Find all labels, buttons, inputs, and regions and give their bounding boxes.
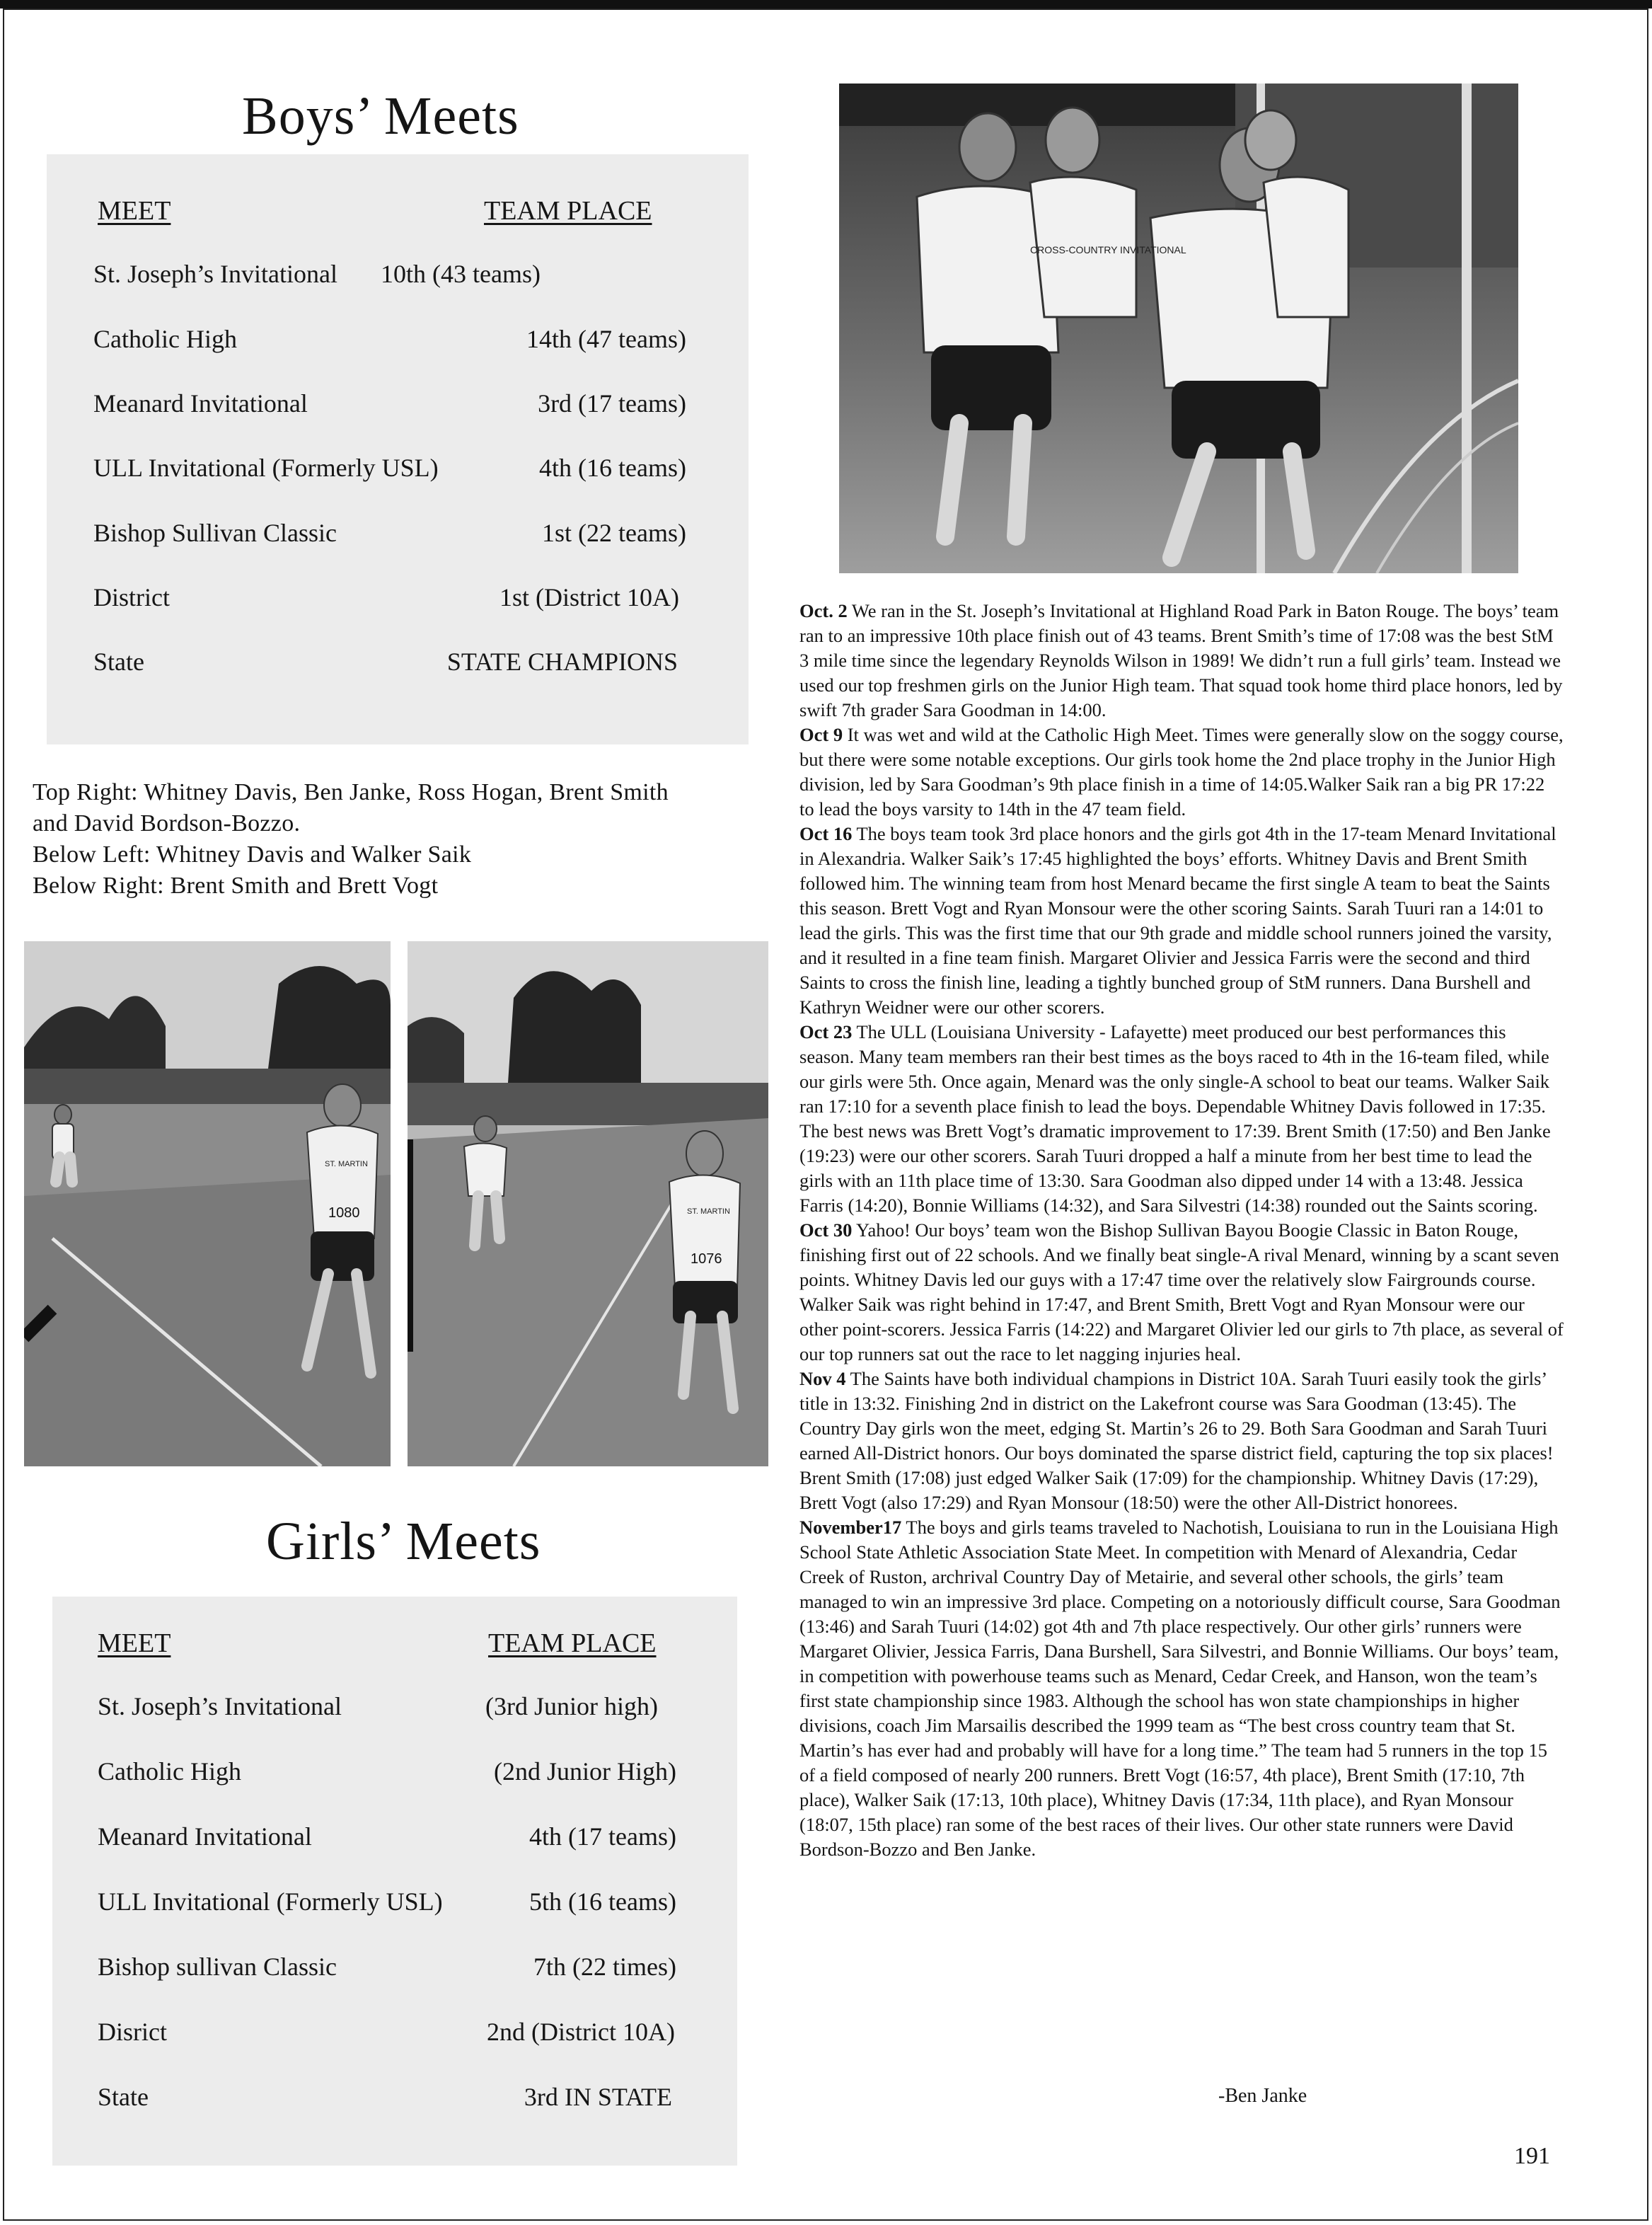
photo-smith-vogt [408, 941, 768, 1466]
season-recap-article [799, 599, 1564, 1862]
girls-meet-row [52, 1757, 737, 1792]
boys-meet-name: Bishop Sullivan Classic [93, 519, 337, 547]
caption-below-left: Below Left: Whitney Davis and Walker Saik [33, 841, 472, 868]
boys-meet-row [47, 324, 749, 360]
boys-meet-place: 1st (22 teams) [542, 519, 686, 547]
girls-col-place-header: TEAM PLACE [488, 1628, 657, 1658]
girls-meet-name: St. Joseph’s Invitational [98, 1692, 342, 1720]
article-paragraph [799, 822, 1564, 1020]
girls-meet-name: Disrict [98, 2018, 167, 2046]
meet-date: Oct. 2 [799, 600, 848, 621]
article-paragraph [799, 723, 1564, 822]
boys-meet-place: 3rd (17 teams) [538, 389, 686, 418]
girls-meet-place: 7th (22 times) [533, 1953, 676, 1981]
article-paragraph [799, 1020, 1564, 1218]
boys-meet-row [47, 582, 749, 618]
boys-meets-heading: Boys’ Meets [242, 86, 519, 146]
page-number: 191 [1514, 2143, 1550, 2169]
boys-meet-name: St. Joseph’s Invitational [93, 260, 337, 288]
meet-date: Oct 16 [799, 823, 853, 844]
bib-number: 1076 [691, 1251, 722, 1267]
boys-meets-table [47, 154, 749, 744]
boys-meet-name: ULL Invitational (Formerly USL) [93, 454, 439, 482]
girls-meet-name: State [98, 2083, 149, 2111]
paragraph-text: The boys team took 3rd place honors and the girls got 4th in the 17-team Menard Invitational in Alexandria. Walker Saik’s 17:45 highlighted the boys’ efforts. Whitney Davis and Brent Smith followed him. The winning team from host Menard became the first single A team to beat the Saints this season. Brett Vogt and Ryan Monsour were the other scoring Saints. Sarah Tuuri ran a 14:01 to lead the girls. This was the first time that our 9th grade and middle school runners joined the varsity, and it resulted in a fine team finish. Margaret Olivier and Jessica Farris were the second and third Saints to cross the finish line, leading a tightly bunched group of StM runners. Dana Burshell and Kathryn Weidner were our other scorers. [799, 823, 1556, 1018]
article-paragraph [799, 1367, 1564, 1515]
boys-meet-place: 1st (District 10A) [499, 583, 679, 611]
photo-captions [33, 777, 761, 902]
photo-smith-vogt-image [408, 941, 768, 1466]
girls-meet-name: Catholic High [98, 1757, 241, 1786]
boys-meet-name: District [93, 583, 170, 611]
girls-meets-heading: Girls’ Meets [266, 1512, 541, 1571]
girls-meet-place: 3rd IN STATE [524, 2083, 672, 2111]
girls-col-meet-header: MEET [98, 1628, 171, 1658]
photo-davis-saik-image [24, 941, 391, 1466]
jersey-text: ST. MARTIN [687, 1207, 730, 1216]
boys-meet-row [47, 389, 749, 424]
caption-top-right-line1: Top Right: Whitney Davis, Ben Janke, Ross Hogan, Brent Smith [33, 779, 669, 805]
boys-meet-place: 14th (47 teams) [526, 325, 686, 353]
meet-date: Nov 4 [799, 1368, 846, 1389]
meet-date: Oct 30 [799, 1219, 853, 1241]
meet-date: November17 [799, 1517, 902, 1538]
girls-meet-row [52, 1952, 737, 1987]
girls-meets-table [52, 1597, 737, 2166]
photo-runners-group [839, 84, 1518, 573]
boys-meet-name: State [93, 648, 144, 676]
boys-meet-row [47, 453, 749, 488]
article-paragraph [799, 1218, 1564, 1367]
jersey-text: ST. MARTIN [325, 1160, 368, 1168]
girls-meet-place: (3rd Junior high) [485, 1692, 658, 1720]
bib-number: 1080 [328, 1205, 360, 1221]
girls-meet-place: 5th (16 teams) [529, 1887, 676, 1916]
boys-meet-row [47, 259, 749, 294]
girls-meet-row [52, 2017, 737, 2052]
paragraph-text: Yahoo! Our boys’ team won the Bishop Sullivan Bayou Boogie Classic in Baton Rouge, finishing first out of 22 schools. And we finally beat single-A rival Menard, winning by a scant seven points. Whitney Davis led our guys with a 17:47 time over the relatively slow Fairgrounds course. Walker Saik was right behind in 17:47, and Brent Smith, Brett Vogt and Ryan Monsour were our other point-scorers. Jessica Farris (14:22) and Margaret Olivier led our girls to 7th place, as several of our top runners sat out the race to let nagging injuries heal. [799, 1219, 1564, 1364]
caption-below-right: Below Right: Brent Smith and Brett Vogt [33, 873, 439, 899]
boys-meet-place: 4th (16 teams) [539, 454, 686, 482]
meet-date: Oct 23 [799, 1021, 853, 1042]
girls-meet-row [52, 1691, 737, 1727]
paragraph-text: We ran in the St. Joseph’s Invitational at Highland Road Park in Baton Rouge. The boys’ team ran to an impressive 10th place finish out of 43 teams. Brent Smith’s time of 17:08 was the best StM 3 mile time since the legendary Reynolds Wilson in 1989! We didn’t run a full girls’ team. Instead we used our top freshmen girls on the Junior High team. That squad took home third place honors, led by swift 7th grader Sara Goodman in 14:00. [799, 600, 1563, 720]
boys-meet-row [47, 518, 749, 553]
article-paragraph [799, 1515, 1564, 1862]
boys-meet-row [47, 647, 749, 682]
girls-meet-place: (2nd Junior High) [494, 1757, 676, 1786]
boys-meet-place: 10th (43 teams) [381, 260, 541, 288]
girls-meet-row [52, 1887, 737, 1922]
article-paragraph [799, 599, 1564, 723]
girls-meet-name: ULL Invitational (Formerly USL) [98, 1887, 443, 1916]
girls-meet-name: Meanard Invitational [98, 1822, 312, 1851]
paragraph-text: The ULL (Louisiana University - Lafayette) meet produced our best performances this season. Many team members ran their best times as the boys raced to 4th in the 16-team filed, while our girls were 5th. Once again, Menard was the only single-A school to beat our teams. Walker Saik ran 17:10 for a seventh place finish to lead the boys. Dependable Whitney Davis followed in 17:35. The best news was Brett Vogt’s dramatic improvement to 17:39. Brent Smith (17:50) and Ben Janke (19:23) were our other scorers. Sarah Tuuri dropped a half a minute from her best time to lead the girls with an 11th place time of 13:30. Sara Goodman also dipped under 14 with a 13:48. Jessica Farris (14:20), Bonnie Williams (14:32), and Sara Silvestri (14:38) rounded out the Saints scoring. [799, 1021, 1551, 1216]
photo-runners-group-image [839, 84, 1518, 573]
top-border [0, 0, 1652, 8]
photo-davis-saik [24, 941, 391, 1466]
girls-meet-place: 4th (17 teams) [529, 1822, 676, 1851]
paragraph-text: The boys and girls teams traveled to Nachotish, Louisiana to run in the Louisiana High School State Athletic Association State Meet. In competition with Menard of Alexandria, Cedar Creek of Ruston, archrival Country Day of Metairie, and several other schools, the girls’ team managed to win an impressive 3rd place. Competing on a notoriously difficult course, Sara Goodman (13:46) and Sarah Tuuri (14:02) got 4th and 7th place respectively. Our other girls’ runners were Margaret Olivier, Jessica Farris, Dana Burshell, Sara Silvestri, and Bonnie Williams. Our boys’ team, in competition with powerhouse teams such as Menard, Cedar Creek, and Hanson, won the team’s first state championship since 1983. Although the school has won state championships in higher divisions, coach Jim Marsailis described the 1999 team as “The best cross country team that St. Martin’s has ever had and probably will have for a long time.” The team had 5 runners in the top 15 of a field composed of nearly 200 runners. Brett Vogt (16:57, 4th place), Brent Smith (17:10, 7th place), Walker Saik (17:13, 10th place), Whitney Davis (17:34, 11th place), and Ryan Monsour (18:07, 15th place) ran some of the best races of their lives. Our other state runners were David Bordson-Bozzo and Ben Janke. [799, 1517, 1561, 1860]
boys-meet-place: STATE CHAMPIONS [446, 648, 678, 676]
boys-col-place-header: TEAM PLACE [484, 196, 652, 226]
boys-meet-name: Meanard Invitational [93, 389, 308, 418]
paragraph-text: The Saints have both individual champions in District 10A. Sarah Tuuri easily took the girls’ title in 13:32. Finishing 2nd in district on the Lakefront course was Sara Goodman (13:45). The Country Day girls won the meet, edging St. Martin’s 26 to 29. Both Sara Goodman and Sarah Tuuri earned All-District honors. Our boys dominated the sparse district field, capturing the top six places! Brent Smith (17:08) just edged Walker Saik (17:09) for the championship. Whitney Davis (17:29), Brett Vogt (also 17:29) and Ryan Monsour (18:50) were the other All-District honorees. [799, 1368, 1554, 1513]
boys-col-meet-header: MEET [98, 196, 171, 226]
meet-date: Oct 9 [799, 724, 843, 745]
paragraph-text: It was wet and wild at the Catholic High Meet. Times were generally slow on the soggy course, but there were some notable exceptions. Our girls took home the 2nd place trophy in the Junior High division, led by Sara Goodman’s 9th place finish in a time of 14:05.Walker Saik ran a big PR 17:22 to lead the boys varsity to 14th in the 47 team field. [799, 724, 1564, 820]
boys-meet-name: Catholic High [93, 325, 237, 353]
girls-meet-row [52, 1822, 737, 1857]
caption-top-right-line2: and David Bordson-Bozzo. [33, 810, 301, 836]
article-byline: -Ben Janke [1218, 2085, 1307, 2107]
girls-meet-name: Bishop sullivan Classic [98, 1953, 337, 1981]
girls-meet-place: 2nd (District 10A) [487, 2018, 675, 2046]
girls-meet-row [52, 2082, 737, 2117]
shirt-text: CROSS-COUNTRY INVITATIONAL [1030, 244, 1186, 255]
